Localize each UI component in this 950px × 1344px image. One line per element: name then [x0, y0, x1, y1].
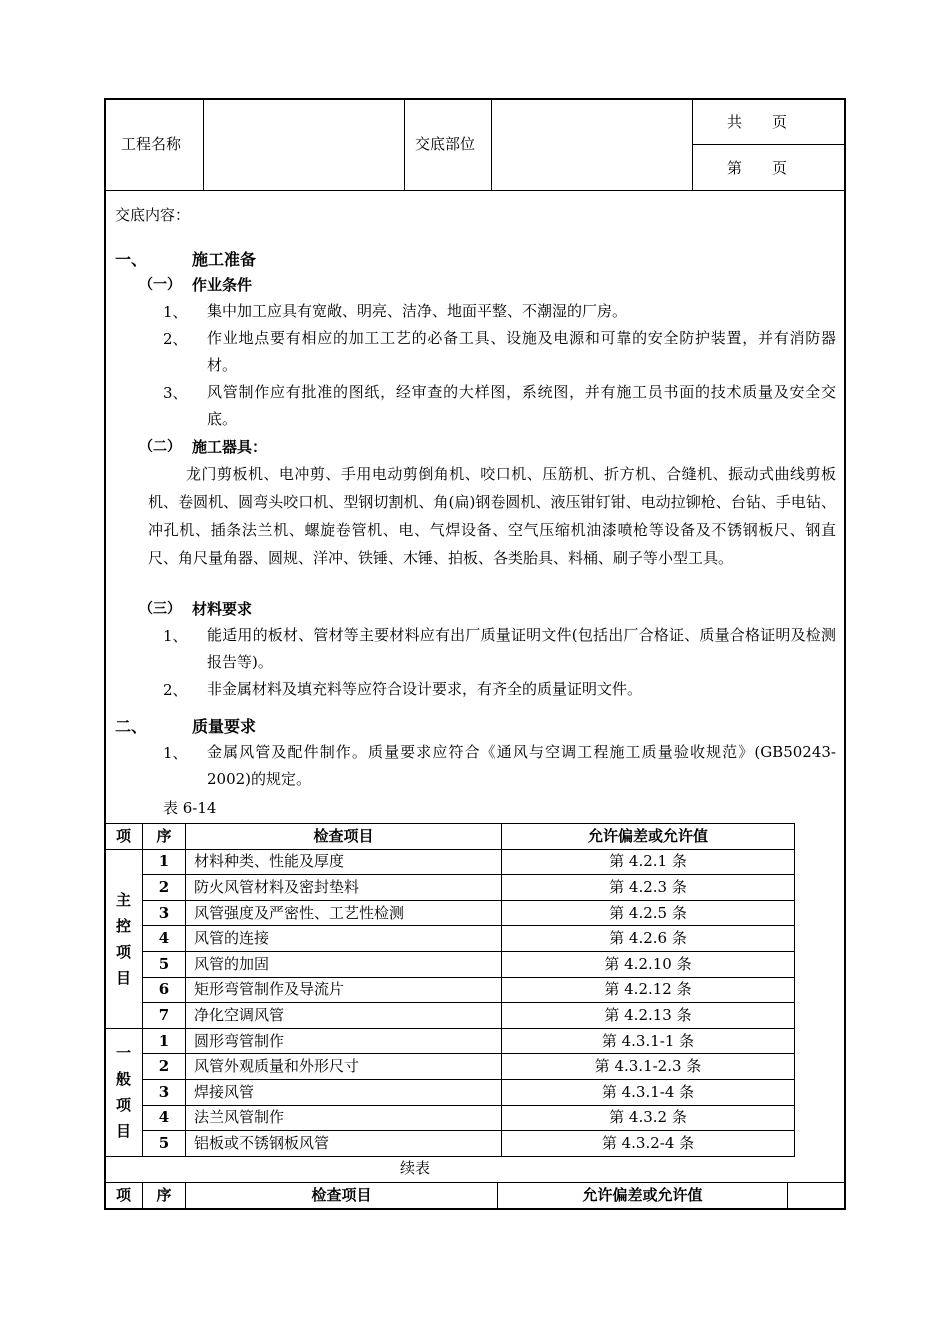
row-number: 2 [143, 1054, 186, 1080]
row-number: 2 [143, 875, 186, 901]
row-value: 第 4.3.2-4 条 [502, 1131, 795, 1157]
continued-header-seq: 序 [143, 1183, 186, 1209]
table-row [105, 926, 795, 952]
header-divider-1 [203, 98, 204, 191]
row-item: 铝板或不锈钢板风管 [186, 1131, 502, 1157]
row-item: 防火风管材料及密封垫料 [186, 875, 502, 901]
section1-number: 一、 [115, 250, 148, 269]
row-item: 净化空调风管 [186, 1003, 502, 1029]
row-number: 7 [143, 1003, 186, 1029]
section2-title: 质量要求 [192, 717, 257, 736]
row-number: 6 [143, 977, 186, 1003]
sub1-item1-number: 1、 [163, 303, 188, 321]
row-value: 第 4.2.1 条 [502, 849, 795, 875]
row-item: 法兰风管制作 [186, 1105, 502, 1131]
row-item: 风管的加固 [186, 951, 502, 977]
row-number: 4 [143, 926, 186, 952]
table-row [105, 1105, 795, 1131]
sub3-number: （三） [139, 601, 181, 617]
row-value: 第 4.2.12 条 [502, 977, 795, 1003]
section1-title: 施工准备 [192, 250, 257, 269]
row-item: 圆形弯管制作 [186, 1028, 502, 1054]
row-number: 5 [143, 1131, 186, 1157]
group-general-label: 一般项目 [115, 1044, 131, 1141]
group-general [105, 1028, 143, 1156]
sec2-item1-number: 1、 [163, 744, 188, 762]
continued-header-allowance: 允许偏差或允许值 [498, 1183, 788, 1209]
sub3-title: 材料要求 [192, 600, 253, 618]
section2-number: 二、 [115, 717, 148, 736]
sub3-item1-number: 1、 [163, 627, 188, 645]
table-row [105, 1054, 795, 1080]
table-row [105, 900, 795, 926]
table-row [105, 1028, 795, 1054]
continued-header-category: 项 [105, 1183, 143, 1209]
sub1-item3-number: 3、 [163, 384, 188, 402]
sub3-item1-text: 能适用的板材、管材等主要材料应有出厂质量证明文件(包括出厂合格证、质量合格证明及检测报告等)。 [207, 626, 836, 671]
row-value: 第 4.3.1-2.3 条 [502, 1054, 795, 1080]
sub3-item2-text: 非金属材料及填充料等应符合设计要求，有齐全的质量证明文件。 [207, 680, 643, 698]
sec2-item1-text: 金属风管及配件制作。质量要求应符合《通风与空调工程施工质量验收规范》(GB50243-2002)的规定。 [207, 743, 836, 788]
row-number: 1 [143, 1028, 186, 1054]
table-row [105, 1003, 795, 1029]
table-row [105, 977, 795, 1003]
continued-table-header [104, 1182, 788, 1209]
row-value: 第 4.2.6 条 [502, 926, 795, 952]
row-value: 第 4.2.13 条 [502, 1003, 795, 1029]
table-row [105, 875, 795, 901]
continued-label: 续表 [400, 1159, 431, 1177]
header-page-split [692, 144, 845, 145]
row-value: 第 4.2.3 条 [502, 875, 795, 901]
header-category: 项 [105, 824, 143, 850]
row-number: 3 [143, 1079, 186, 1105]
sub2-number: （二） [139, 439, 181, 455]
row-number: 3 [143, 900, 186, 926]
row-item: 风管的连接 [186, 926, 502, 952]
row-item: 风管外观质量和外形尺寸 [186, 1054, 502, 1080]
row-number: 5 [143, 951, 186, 977]
row-number: 4 [143, 1105, 186, 1131]
table-row [105, 1079, 795, 1105]
header-bottom-line [104, 190, 846, 191]
table-caption: 表 6-14 [163, 799, 217, 817]
table-row [105, 1131, 795, 1157]
row-item: 焊接风管 [186, 1079, 502, 1105]
header-allowance: 允许偏差或允许值 [502, 824, 795, 850]
sub1-item3-text: 风管制作应有批准的图纸，经审查的大样图，系统图，并有施工员书面的技术质量及安全交底。 [207, 383, 836, 428]
header-check-item: 检查项目 [186, 824, 502, 850]
current-page: 第 页 [727, 159, 788, 177]
sub1-title: 作业条件 [192, 276, 253, 294]
location-label: 交底部位 [415, 135, 476, 153]
row-item: 矩形弯管制作及导流片 [186, 977, 502, 1003]
header-divider-3 [491, 98, 492, 191]
sub1-item2-text: 作业地点要有相应的加工工艺的必备工具、设施及电源和可靠的安全防护装置，并有消防器材。 [207, 329, 836, 374]
project-name-label: 工程名称 [121, 135, 182, 153]
group-main-label: 主控项目 [115, 890, 131, 987]
header-seq: 序 [143, 824, 186, 850]
sub2-title: 施工器具： [192, 438, 268, 456]
continued-header-row [105, 1183, 788, 1209]
tools-paragraph: 龙门剪板机、电冲剪、手用电动剪倒角机、咬口机、压筋机、折方机、合缝机、振动式曲线剪板机、卷圆机、圆弯头咬口机、型钢切割机、角(扁)钢卷圆机、液压钳钉钳、电动拉铆枪、台钻、手电钻、冲孔机、插条法兰机、螺旋卷管机、电、气焊设备、空气压缩机油漆喷枪等设备及不锈钢板尺、钢直尺、角尺量角器、圆规、洋冲、铁锤、木锤、拍板、各类胎具、料桶、刷子等小型工具。 [148, 465, 836, 567]
row-value: 第 4.3.1-1 条 [502, 1028, 795, 1054]
total-pages: 共 页 [727, 113, 788, 131]
row-item: 风管强度及严密性、工艺性检测 [186, 900, 502, 926]
row-value: 第 4.3.2 条 [502, 1105, 795, 1131]
row-item: 材料种类、性能及厚度 [186, 849, 502, 875]
group-main-control [105, 849, 143, 1028]
sub1-item1-text: 集中加工应具有宽敞、明亮、洁净、地面平整、不潮湿的厂房。 [207, 302, 628, 320]
sub1-number: （一） [139, 277, 181, 293]
sub1-item2-number: 2、 [163, 330, 188, 348]
table-row [105, 951, 795, 977]
header-divider-2 [404, 98, 405, 191]
sub3-item2-number: 2、 [163, 681, 188, 699]
continued-header-check-item: 检查项目 [186, 1183, 498, 1209]
intro-label: 交底内容： [115, 206, 191, 224]
quality-table [104, 823, 795, 1157]
row-value: 第 4.3.1-4 条 [502, 1079, 795, 1105]
table-row [105, 849, 795, 875]
row-value: 第 4.2.10 条 [502, 951, 795, 977]
table-header-row [105, 824, 795, 850]
row-number: 1 [143, 849, 186, 875]
row-value: 第 4.2.5 条 [502, 900, 795, 926]
